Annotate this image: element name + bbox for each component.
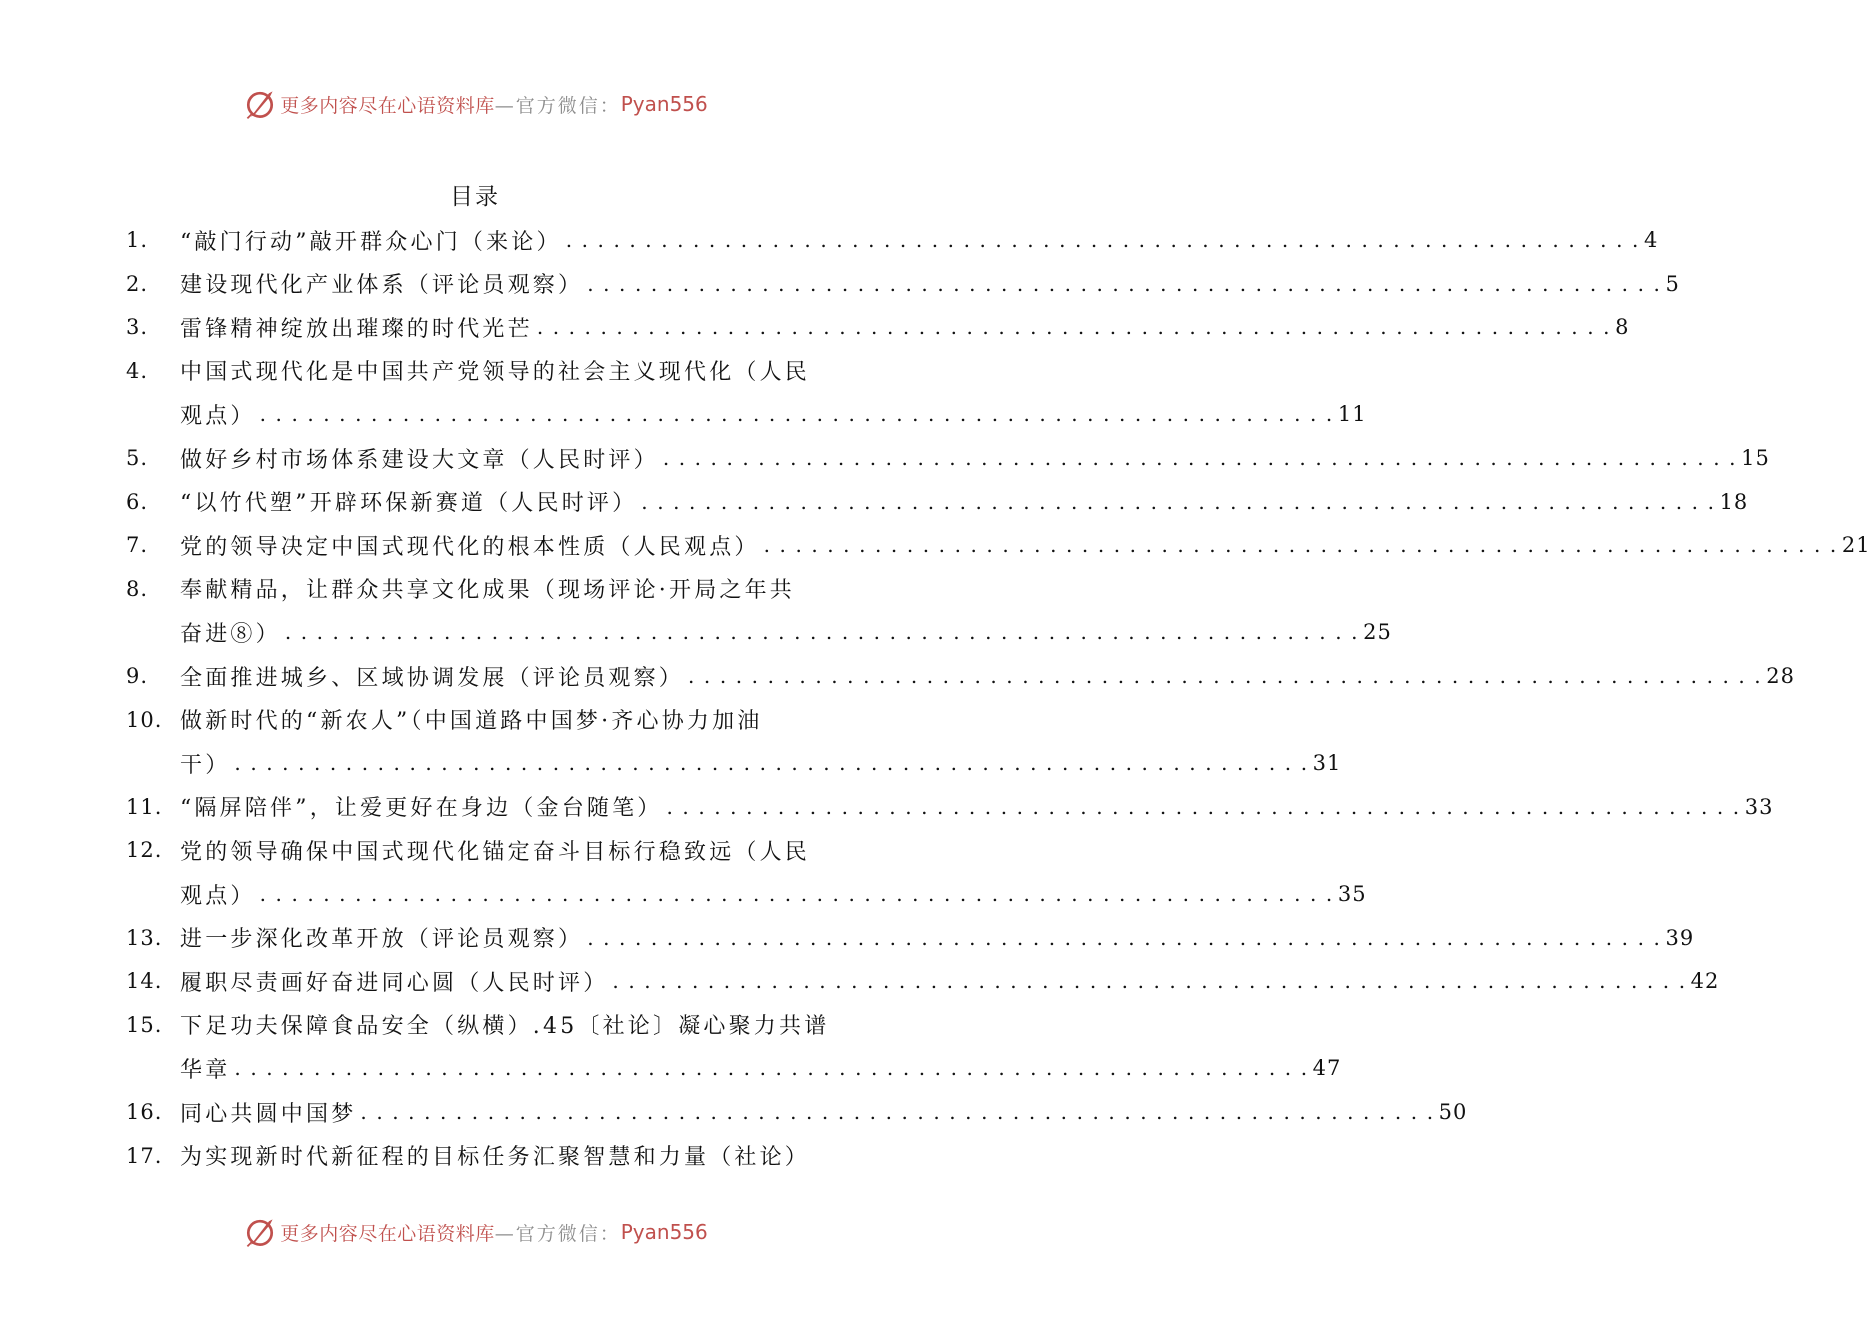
toc-entry-title-cont: 干）: [180, 752, 231, 778]
toc-entry-title: 奉献精品，让群众共享文化成果（现场评论·开局之年共: [180, 578, 795, 604]
toc-leader-dots: [667, 795, 1741, 819]
toc-leader-dots: [566, 228, 1640, 252]
toc-entry-title: 为实现新时代新征程的目标任务汇聚智慧和力量（社论）: [180, 1145, 811, 1171]
toc-leader-dots: [360, 1100, 1434, 1124]
toc-entry-page: 25: [1363, 620, 1392, 645]
toc-entry-continuation[interactable]: [180, 1046, 1342, 1090]
toc-entry-page: 35: [1337, 882, 1367, 906]
toc-entry-number: 12.: [126, 838, 163, 863]
toc-entry[interactable]: [126, 305, 1630, 349]
toc-entry[interactable]: [126, 480, 1749, 524]
toc-entry[interactable]: [126, 698, 832, 742]
toc-entry-number: 14.: [126, 969, 163, 994]
toc-leader-dots: [285, 620, 1359, 644]
toc-leader-dots: [260, 402, 1334, 426]
toc-entry-title: 雷锋精神绽放出璀璨的时代光芒: [180, 316, 533, 342]
banner-wechat-id: Pyan556: [620, 1220, 708, 1244]
toc-entry-continuation[interactable]: [180, 741, 1342, 785]
toc-entry-page: 31: [1312, 751, 1342, 776]
toc-entry-number: 2.: [126, 271, 149, 296]
header-banner: [0, 84, 950, 124]
toc-entry-page: 33: [1744, 794, 1774, 819]
toc-leader-dots: [234, 751, 1308, 775]
toc-entry-number: 11.: [126, 794, 163, 819]
toc-leader-dots: [537, 315, 1611, 339]
toc-entry-continuation[interactable]: [180, 872, 1367, 916]
toc-entry[interactable]: [126, 654, 1796, 698]
toc-entry[interactable]: [126, 262, 1680, 306]
quill-logo-icon: [242, 1214, 278, 1250]
toc-entry-number: 6.: [126, 489, 149, 514]
toc-entry-page: 42: [1690, 969, 1720, 994]
toc-entry-title: 建设现代化产业体系（评论员观察）: [180, 273, 584, 299]
toc-entry-title: 中国式现代化是中国共产党领导的社会主义现代化（人民: [180, 360, 811, 386]
toc-entry-page: 15: [1741, 446, 1770, 470]
banner-wechat-label: —官方微信：: [494, 1222, 621, 1245]
toc-leader-dots: [587, 926, 1661, 950]
toc-entry-number: 4.: [126, 358, 149, 383]
toc-entry-number: 16.: [126, 1100, 163, 1124]
toc-title: 目录: [450, 184, 500, 210]
toc-entry-number: 8.: [126, 576, 149, 601]
toc-entry-title: “以竹代塑”开辟环保新赛道（人民时评）: [180, 491, 638, 517]
toc-entry-number: 1.: [126, 228, 149, 252]
footer-banner: [0, 1212, 950, 1252]
toc-entry-number: 7.: [126, 533, 149, 558]
banner-wechat-id: Pyan556: [620, 92, 708, 116]
toc-entry-title: 履职尽责画好奋进同心圆（人民时评）: [180, 970, 609, 996]
toc-leader-dots: [688, 664, 1762, 688]
toc-entry-page: 28: [1766, 664, 1796, 688]
toc-leader-dots: [234, 1056, 1308, 1080]
toc-leader-dots: [612, 969, 1686, 993]
toc-entry-number: 10.: [126, 707, 163, 732]
toc-entry-number: 15.: [126, 1012, 163, 1037]
toc-entry-page: 5: [1665, 271, 1680, 296]
toc-entry-page: 47: [1312, 1056, 1342, 1081]
toc-entry-number: 3.: [126, 315, 149, 340]
toc-entry[interactable]: [126, 1090, 1468, 1134]
toc-leader-dots: [260, 882, 1334, 906]
toc-entry-page: 8: [1615, 315, 1630, 340]
toc-entry-page: 39: [1665, 925, 1695, 950]
toc-entry-continuation[interactable]: [180, 392, 1367, 436]
toc-entry-title: 同心共圆中国梦: [180, 1101, 357, 1127]
toc-entry-page: 4: [1643, 228, 1659, 252]
toc-entry[interactable]: [126, 959, 1720, 1003]
toc-entry[interactable]: [126, 916, 1695, 960]
toc-entry[interactable]: [126, 785, 1774, 829]
toc-leader-dots: [764, 533, 1838, 557]
toc-entry-title-cont: 观点）: [180, 403, 256, 429]
toc-entry[interactable]: [126, 523, 1871, 567]
banner-brand-text: 更多内容尽在心语资料库: [280, 1222, 495, 1245]
toc-entry-title: 党的领导确保中国式现代化锚定奋斗目标行稳致远（人民: [180, 839, 811, 865]
toc-entry[interactable]: [126, 1134, 832, 1178]
toc-entry-page: 50: [1438, 1100, 1468, 1124]
toc-entry-title: 进一步深化改革开放（评论员观察）: [180, 927, 584, 953]
toc-entry-title: 做好乡村市场体系建设大文章（人民时评）: [180, 447, 659, 473]
toc-entry[interactable]: [126, 218, 1659, 262]
toc-leader-dots: [641, 490, 1715, 514]
toc-entry-title: 全面推进城乡、区域协调发展（评论员观察）: [180, 665, 685, 691]
toc-entry[interactable]: [126, 349, 832, 393]
toc-entry-title: “敲门行动”敲开群众心门（来论）: [180, 229, 562, 255]
toc-entry[interactable]: [126, 567, 832, 611]
toc-entry[interactable]: [126, 436, 1770, 480]
banner-brand-text: 更多内容尽在心语资料库: [280, 94, 495, 117]
toc-entry-title-cont: 华章: [180, 1057, 231, 1083]
toc-entry-title: “隔屏陪伴”，让爱更好在身边（金台随笔）: [180, 796, 663, 822]
toc-entry-title: 党的领导决定中国式现代化的根本性质（人民观点）: [180, 534, 760, 560]
toc-entry-title: 下足功夫保障食品安全（纵横）.45〔社论〕凝心聚力共谱: [180, 1014, 830, 1040]
toc-entry-page: 11: [1337, 402, 1367, 427]
toc-entry-number: 13.: [126, 925, 163, 950]
banner-wechat-label: —官方微信：: [494, 94, 621, 117]
toc-entry-title-cont: 观点）: [180, 883, 256, 909]
quill-logo-icon: [242, 86, 278, 122]
toc-entry[interactable]: [126, 828, 832, 872]
toc-entry-number: 17.: [126, 1143, 163, 1168]
toc-entry-title-cont: 奋进⑧）: [180, 621, 281, 647]
toc-leader-dots: [587, 272, 1661, 296]
toc-entry[interactable]: [126, 1003, 832, 1047]
toc-entry-number: 9.: [126, 664, 149, 688]
toc-leader-dots: [663, 446, 1737, 470]
toc-entry-page: 18: [1719, 489, 1749, 514]
toc-entry-number: 5.: [126, 446, 149, 470]
toc-entry-page: 21: [1841, 533, 1871, 558]
toc-entry-title: 做新时代的“新农人”（中国道路中国梦·齐心协力加油: [180, 709, 763, 735]
toc-entry-continuation[interactable]: [180, 610, 1392, 654]
